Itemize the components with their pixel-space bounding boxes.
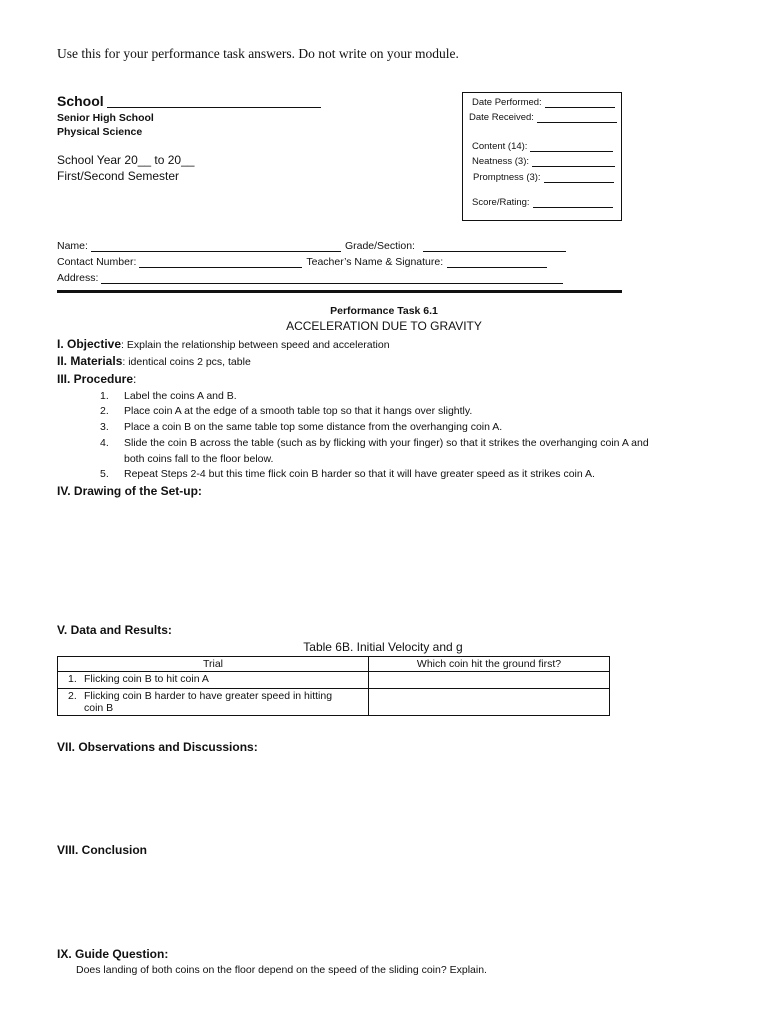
procedure-colon: : [133,372,137,386]
answer-cell[interactable] [369,672,610,689]
task-title: ACCELERATION DUE TO GRAVITY [286,319,482,333]
date-received-label: Date Received: [469,112,534,123]
trial-text-cont: coin B [84,702,114,714]
neatness-row [472,156,615,167]
answer-cell[interactable] [369,689,610,716]
name-line [91,242,341,252]
conclusion-label: VIII. Conclusion [57,843,148,857]
guide-question-text: Does landing of both coins on the floor depend on the speed of the sliding coin? Explain. [76,964,487,976]
procedure-row [57,372,136,386]
procedure-label: III. Procedure [57,372,134,386]
trial-text: Flicking coin B harder to have greater speed in hitting [84,690,333,702]
teacher-label: Teacher’s Name & Signature: [306,256,444,268]
date-performed-label: Date Performed: [472,97,542,108]
step-text: Label the coins A and B. [124,390,237,402]
materials-label: II. Materials [57,354,123,368]
step-text: Place coin A at the edge of a smooth table top so that it hangs over slightly. [124,405,473,417]
semester: First/Second Semester [57,169,180,183]
neatness-line [532,157,615,167]
score-line [533,198,613,208]
step-number: 2. [100,405,109,417]
address-row [57,272,563,284]
results-table [57,656,610,716]
objective-text: : Explain the relationship between speed and acceleration [121,339,390,351]
step-number: 3. [100,421,109,433]
materials-text: : identical coins 2 pcs, table [122,356,251,368]
content-row [472,141,613,152]
date-performed-line [545,98,615,108]
content-line [530,142,613,152]
trial-number: 1. [68,673,77,685]
date-received-line [537,113,617,123]
step-text: Slide the coin B across the table (such as by flicking with your finger) so that it strikes the overhanging coin A and [124,437,649,449]
observations-label: VII. Observations and Discussions: [57,740,258,754]
procedure-step-4-cont [100,453,273,465]
step-text: Repeat Steps 2-4 but this time flick coin B harder so that it will have greater speed as it strikes coin A. [124,468,595,480]
step-text: Place a coin B on the same table top some distance from the overhanging coin A. [124,421,503,433]
address-label: Address: [57,272,99,284]
step-number: 5. [100,468,109,480]
teacher-line [447,258,547,268]
drawing-label: IV. Drawing of the Set-up: [57,484,202,498]
trial-number: 2. [68,690,77,702]
task-number: Performance Task 6.1 [330,305,438,317]
objective-label: I. Objective [57,337,122,351]
content-label: Content (14): [472,141,528,152]
table-row [58,689,610,716]
data-results-label: V. Data and Results: [57,623,172,637]
school-label: School [57,93,104,109]
trial-cell [58,689,369,716]
name-label: Name: [57,240,88,252]
name-row [57,240,566,252]
school-year: School Year 20__ to 20__ [57,153,195,167]
header-coin-first: Which coin hit the ground first? [369,657,610,672]
procedure-step-4 [100,437,649,449]
promptness-row [473,172,614,183]
neatness-label: Neatness (3): [472,156,530,167]
trial-cell [58,672,369,689]
step-number: 4. [100,437,109,449]
procedure-step-5 [100,468,595,480]
trial-text: Flicking coin B to hit coin A [84,673,209,685]
address-line [101,274,563,284]
table-caption: Table 6B. Initial Velocity and g [303,640,463,654]
materials-row [57,354,251,368]
score-label: Score/Rating: [472,197,530,208]
subject-name: Physical Science [57,126,143,138]
procedure-step-1 [100,390,237,402]
grade-section-line [423,242,566,252]
objective-row [57,337,390,351]
school-name-line [107,107,321,108]
promptness-line [544,173,614,183]
date-performed-row [472,97,615,108]
step-text: both coins fall to the floor below. [124,453,274,465]
step-number: 1. [100,390,109,402]
table-row [58,672,610,689]
contact-label: Contact Number: [57,256,137,268]
school-type: Senior High School [57,112,154,124]
contact-row [57,256,547,268]
procedure-step-3 [100,421,502,433]
date-received-row [469,112,617,123]
header-divider [57,290,622,293]
table-header-row [58,657,610,672]
instruction-text: Use this for your performance task answers. Do not write on your module. [57,46,459,61]
procedure-step-2 [100,405,472,417]
score-row [472,197,613,208]
guide-question-label: IX. Guide Question: [57,947,169,961]
promptness-label: Promptness (3): [473,172,541,183]
header-trial: Trial [58,657,369,672]
contact-line [139,258,302,268]
score-box [462,92,622,221]
grade-section-label: Grade/Section: [344,240,415,252]
